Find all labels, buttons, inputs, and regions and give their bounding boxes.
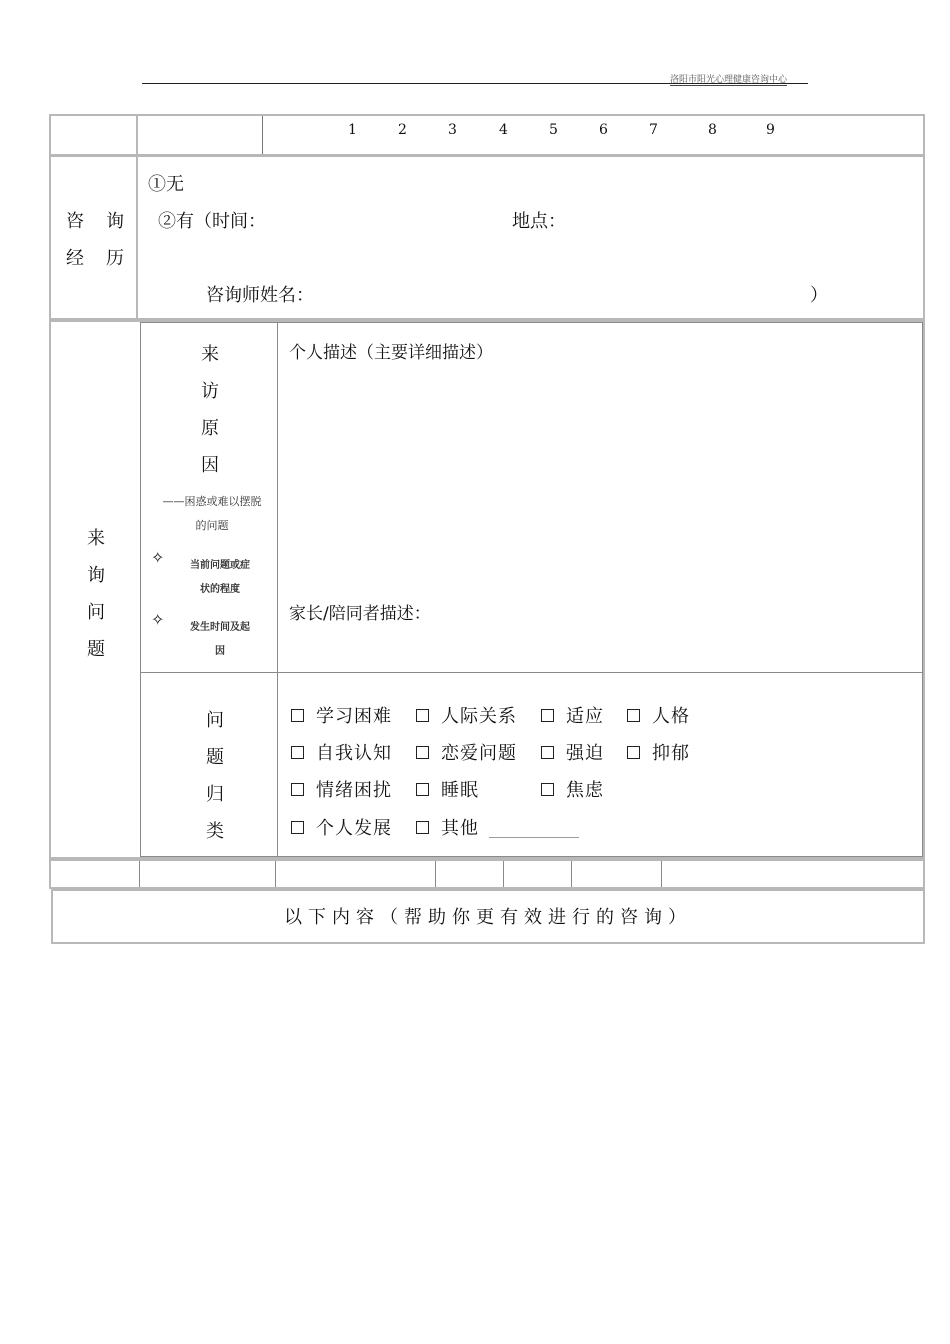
category-option[interactable]: 其他 ____________ (416, 814, 579, 840)
category-option[interactable]: 情绪困扰 (291, 776, 392, 802)
scale-number: 7 (649, 122, 658, 138)
scale-number: 3 (448, 122, 457, 138)
footer-note: 以下内容（帮助你更有效进行的咨询） (284, 907, 692, 928)
category-option[interactable]: 睡眠 (416, 776, 479, 802)
category-option[interactable]: 抑郁 (627, 739, 690, 765)
history-option-yes: ②有（时间： (158, 211, 266, 232)
empty-row-divider (661, 861, 662, 887)
history-label-line1: 咨 询 (66, 211, 124, 232)
scale-divider (262, 116, 263, 154)
empty-row-divider (503, 861, 504, 887)
checkbox[interactable] (416, 746, 429, 759)
scale-number: 5 (549, 122, 558, 138)
counselor-name-label: 咨询师姓名： (206, 285, 314, 306)
history-option-none: ①无 (148, 174, 184, 195)
empty-row-divider (435, 861, 436, 887)
scale-row-box (136, 114, 925, 156)
scale-number: 1 (348, 122, 357, 138)
personal-description-label: 个人描述（主要详细描述） (289, 343, 493, 363)
problem-label: 来 询 问 题 (87, 528, 105, 660)
checkbox[interactable] (541, 709, 554, 722)
category-option[interactable]: 学习困难 (291, 702, 392, 728)
reason-bullet-2: 发生时间及起 因 (190, 622, 250, 657)
history-close-paren: ） (810, 285, 828, 306)
history-label-line2: 经 历 (66, 248, 124, 269)
checkbox[interactable] (541, 783, 554, 796)
history-label-cell (49, 155, 138, 320)
checkbox[interactable] (291, 709, 304, 722)
organization-name: 洛阳市阳光心理健康咨询中心 (670, 72, 787, 86)
scale-number: 4 (499, 122, 508, 138)
checkbox[interactable] (291, 746, 304, 759)
checkbox[interactable] (627, 709, 640, 722)
empty-row-divider (275, 861, 276, 887)
star-icon: ✧ (151, 548, 165, 567)
history-place-label: 地点： (512, 211, 566, 232)
checkbox[interactable] (291, 821, 304, 834)
category-option[interactable]: 焦虑 (541, 776, 604, 802)
category-option[interactable]: 适应 (541, 702, 604, 728)
checkbox[interactable] (416, 783, 429, 796)
checkbox[interactable] (416, 821, 429, 834)
checkbox[interactable] (541, 746, 554, 759)
reason-label: 来 访 原 因 (201, 344, 219, 476)
scale-number: 6 (599, 122, 608, 138)
empty-row (49, 859, 925, 889)
category-option[interactable]: 人际关系 (416, 702, 517, 728)
other-blank[interactable]: ____________ (489, 820, 579, 838)
checkbox[interactable] (416, 709, 429, 722)
reason-note: ——困惑或难以摆脱 的问题 (162, 495, 262, 532)
checkbox[interactable] (291, 783, 304, 796)
scale-number: 8 (708, 122, 717, 138)
category-option[interactable]: 个人发展 (291, 814, 392, 840)
category-option[interactable]: 恋爱问题 (416, 739, 517, 765)
category-label: 问 题 归 类 (206, 710, 224, 842)
empty-row-divider (139, 861, 140, 887)
parent-description-label: 家长/陪同者描述： (289, 604, 431, 624)
category-option[interactable]: 人格 (627, 702, 690, 728)
category-option[interactable]: 强迫 (541, 739, 604, 765)
empty-row-divider (571, 861, 572, 887)
checkbox[interactable] (627, 746, 640, 759)
scale-number: 2 (398, 122, 407, 138)
star-icon: ✧ (151, 610, 165, 629)
reason-bullet-1: 当前问题或症 状的程度 (190, 560, 250, 595)
category-option[interactable]: 自我认知 (291, 739, 392, 765)
scale-number: 9 (766, 122, 775, 138)
scale-row-label-cell (49, 114, 138, 156)
